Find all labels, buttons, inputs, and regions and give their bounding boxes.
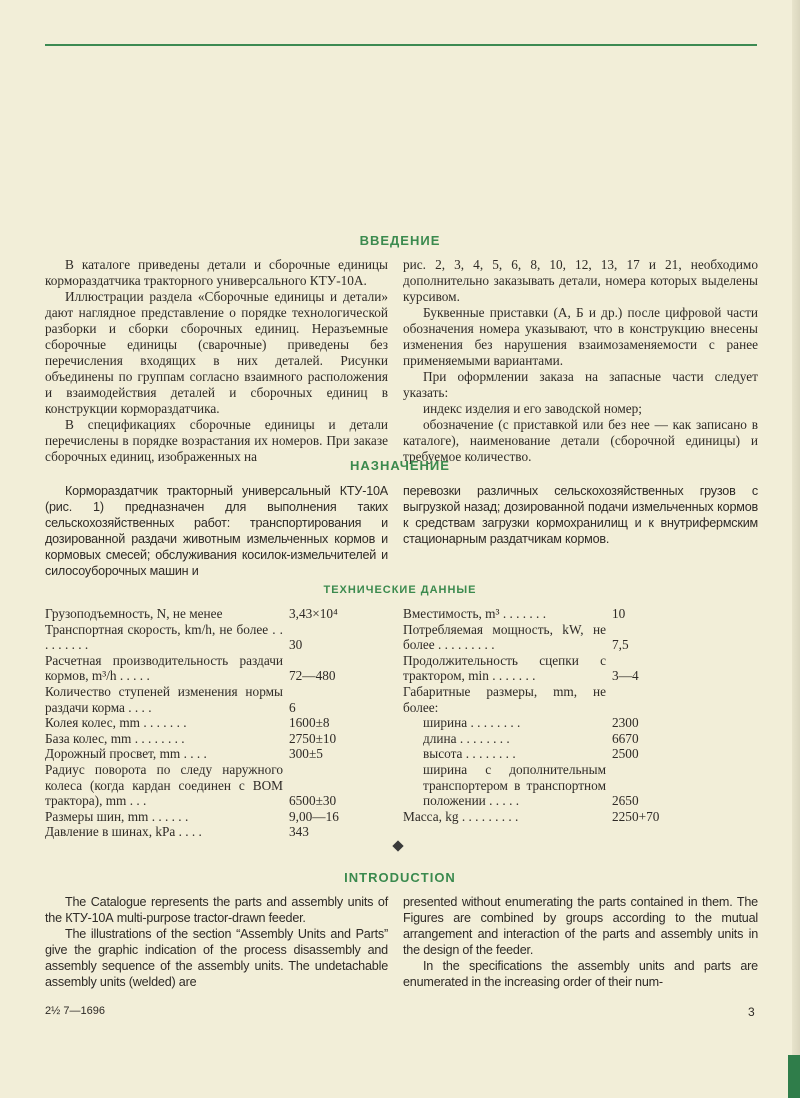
spec-value: 300±5 [289, 746, 323, 762]
paragraph: индекс изделия и его заводской номер; [423, 401, 642, 416]
spec-value: 2300 [612, 715, 639, 731]
spec-value: 2500 [612, 746, 639, 762]
spec-label: Потребляемая мощность, kW, не более . . . . . . . . . [403, 621, 606, 653]
spec-value: 343 [289, 824, 309, 840]
spec-value: 2250+70 [612, 808, 660, 824]
spec-value: 6670 [612, 730, 639, 746]
spec-label: База колес, mm . . . . . . . . [45, 730, 185, 746]
paragraph: Буквенные приставки (А, Б и др.) после цифровой части обозначения номера указывают, что в конструкцию внесены изменения без нарушения взаимозаменяемости с ранее применяемыми вариантами. [403, 305, 758, 368]
paragraph: рис. 2, 3, 4, 5, 6, 8, 10, 12, 13, 17 и 21, необходимо дополнительно заказывать детали, номера которых выделены курсивом. [403, 257, 758, 304]
page-number: 3 [748, 1005, 755, 1019]
spec-label: Количество ступеней изменения нормы раздачи корма . . . . [45, 683, 283, 715]
paragraph: В каталоге приведены детали и сборочные единицы кормораздатчика тракторного универсального КТУ-10А. [45, 257, 388, 288]
spec-row [45, 653, 390, 684]
intro-en-right [403, 894, 758, 990]
spec-value: 30 [289, 637, 303, 653]
spec-value: 6 [289, 699, 296, 715]
spec-value: 3—4 [612, 668, 639, 684]
spec-label: Грузоподъемность, N, не менее [45, 606, 223, 621]
paragraph: In the specifications the assembly units and parts are enumerated in the increasing order of their num- [403, 959, 758, 989]
spec-label: Давление в шинах, kPa . . . . [45, 824, 202, 840]
spec-row [45, 684, 390, 715]
spec-label: Транспортная скорость, km/h, не более . . . . . . . . . [45, 621, 283, 653]
spec-row [403, 731, 758, 747]
paragraph: Кормораздатчик тракторный универсальный КТУ-10А (рис. 1) предназначен для выполнения таких сельскохозяйственных работ: транспортирования и дозированной раздачи животным измельченных кормов и кормовых смесей; обслуживания косилок-измельчителей и силосоуборочных машин и [45, 484, 388, 578]
heading-intro-en: INTRODUCTION [344, 870, 456, 885]
spec-label: Расчетная производительность раздачи кормов, m³/h . . . . . [45, 652, 283, 684]
spec-row [45, 622, 390, 653]
spec-label: Размеры шин, mm . . . . . . [45, 808, 189, 824]
spec-value: 3,43×10⁴ [289, 606, 338, 621]
spec-row [45, 606, 390, 622]
spec-label: Продолжительность сцепки с трактором, min . . . . . . . [403, 652, 606, 684]
page-edge-green [788, 1055, 800, 1098]
spec-row [45, 824, 390, 840]
spec-label: длина . . . . . . . . [423, 730, 510, 746]
top-rule [45, 44, 757, 46]
spec-label: Габаритные размеры, mm, не более: [403, 683, 606, 715]
spec-row [45, 746, 390, 762]
intro-ru-left [45, 257, 388, 465]
spec-label: Радиус поворота по следу наружного колеса (когда кардан соединен с ВОМ трактора), mm . . . [45, 761, 283, 809]
spec-value: 7,5 [612, 637, 629, 653]
heading-intro-ru: ВВЕДЕНИЕ [359, 233, 441, 248]
purpose-ru-left [45, 483, 388, 579]
intro-en-left [45, 894, 388, 990]
spec-row [45, 809, 390, 825]
heading-tech-ru: ТЕХНИЧЕСКИЕ ДАННЫЕ [323, 584, 477, 596]
paragraph: В спецификациях сборочные единицы и детали перечислены в порядке возрастания их номеров. При заказе сборочных единиц, изображенных на [45, 417, 388, 464]
spec-label: Дорожный просвет, mm . . . . [45, 746, 207, 762]
spec-row [403, 653, 758, 684]
spec-row [45, 731, 390, 747]
purpose-ru-right [403, 483, 758, 547]
paragraph: При оформлении заказа на запасные части следует указать: [403, 369, 758, 400]
tech-specs-left [45, 606, 390, 840]
spec-row [403, 684, 758, 715]
spec-row [403, 746, 758, 762]
intro-ru-right [403, 257, 758, 465]
paragraph: The Catalogue represents the parts and assembly units of the КТУ-10А multi-purpose tractor-drawn feeder. [45, 895, 388, 925]
spec-value: 9,00—16 [289, 808, 339, 824]
spec-value: 72—480 [289, 668, 336, 684]
spec-row [403, 715, 758, 731]
spec-row [403, 606, 758, 622]
paragraph: Иллюстрации раздела «Сборочные единицы и детали» дают наглядное представление о порядке технологической разборки и сборки сборочных единиц. Неразъемные сборочные единицы (сварочные) приведены без перечисления входящих в них деталей. Рисунки объединены по группам согласно взаимного расположения и взаимодействия деталей и сборочных единиц в конструкции кормораздатчика. [45, 289, 388, 416]
paragraph: presented without enumerating the parts contained in them. The Figures are combined by groups according to the mutual arrangement and interaction of the parts and assembly units in the design of the feeder. [403, 895, 758, 957]
spec-value: 2650 [612, 793, 639, 809]
page-edge [792, 0, 800, 1098]
heading-purpose-ru: НАЗНАЧЕНИЕ [350, 458, 450, 473]
spec-label: высота . . . . . . . . [423, 746, 516, 762]
spec-label: Вместимость, m³ . . . . . . . [403, 606, 547, 621]
print-code: 2½ 7—1696 [45, 1005, 105, 1017]
spec-value: 10 [612, 606, 626, 621]
spec-value: 1600±8 [289, 715, 330, 731]
spec-label: ширина с дополнительным транспортером в транспортном положении . . . . . [423, 761, 606, 809]
spec-row [403, 622, 758, 653]
diamond-ornament [392, 840, 403, 851]
spec-row [403, 809, 758, 825]
spec-value: 2750±10 [289, 730, 337, 746]
paragraph: перевозки различных сельскохозяйственных грузов с выгрузкой назад; дозированной подачи измельченных кормов к средствам загрузки кормохранилищ и к внутрифермским стационарным раздатчикам кормов. [403, 484, 758, 546]
spec-row [45, 715, 390, 731]
spec-row [45, 762, 390, 809]
paragraph: обозначение (с приставкой или без нее — как записано в каталоге), наименование детали (сборочной единицы) и требуемое количество. [403, 417, 758, 464]
spec-label: Масса, kg . . . . . . . . . [403, 808, 519, 824]
spec-row [403, 762, 758, 809]
spec-value: 6500±30 [289, 793, 337, 809]
spec-label: Колея колес, mm . . . . . . . [45, 715, 187, 731]
spec-label: ширина . . . . . . . . [423, 715, 521, 731]
tech-specs-right [403, 606, 758, 824]
paragraph: The illustrations of the section “Assembly Units and Parts” give the graphic indication of the process disassembly and assembly sequence of the assembly units. The undetachable assembly units (welded) are [45, 927, 388, 989]
